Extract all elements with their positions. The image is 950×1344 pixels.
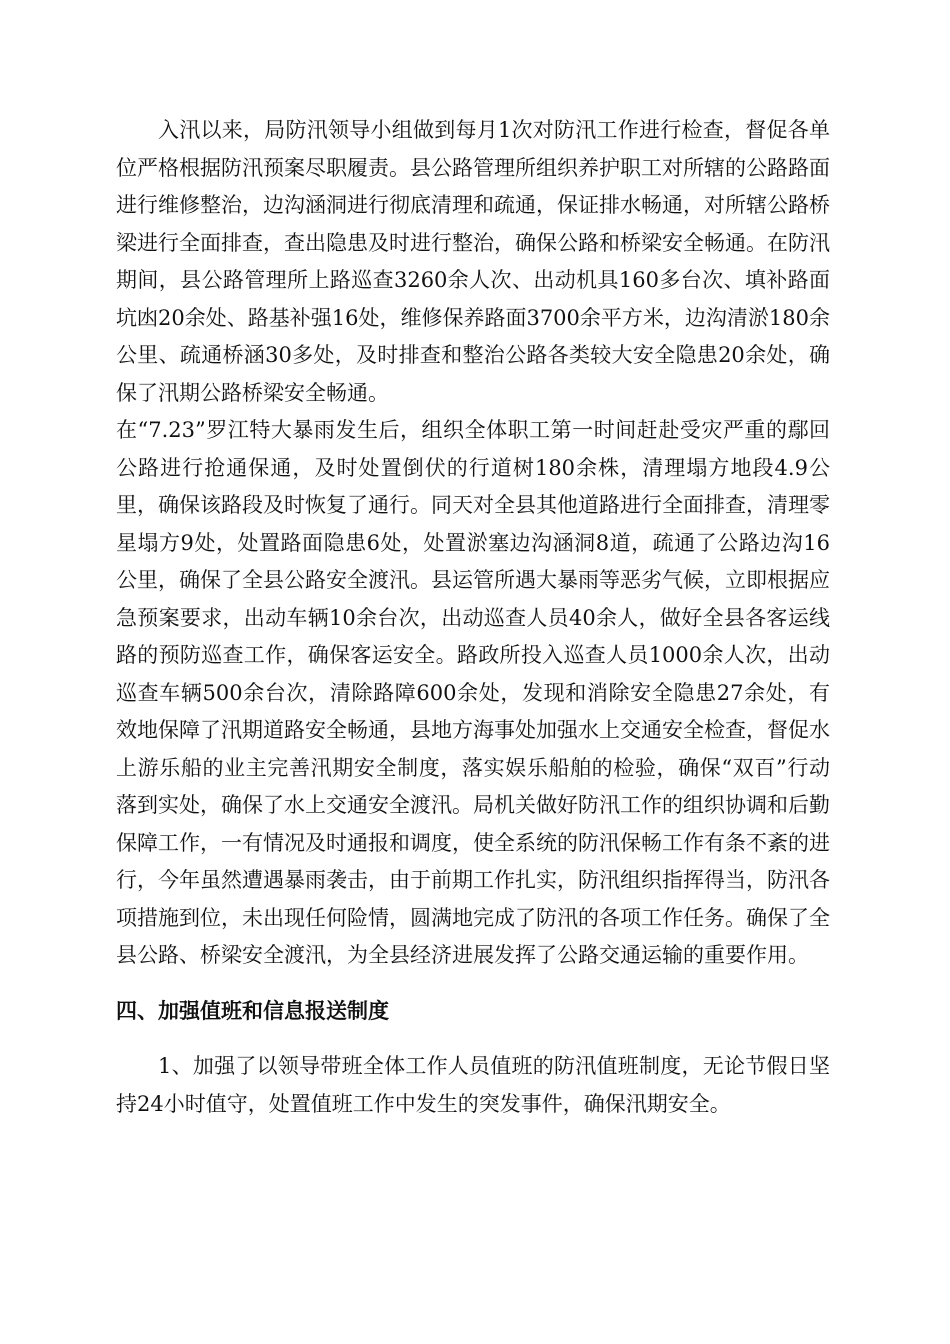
paragraph-storm-response: 在“7.23”罗江特大暴雨发生后，组织全体职工第一时间赶赴受灾严重的鄢回公路进行抢通保通，及时处置倒伏的行道树180余株，清理塌方地段4.9公里，确保该路段及时恢复了通行。同天对全县其他道路进行全面排查，清理零星塌方9处，处置路面隐患6处，处置淤塞边沟涵洞8道，疏通了公路边沟16公里，确保了全县公路安全渡汛。县运管所遇大暴雨等恶劣气候，立即根据应急预案要求，出动车辆10余台次，出动巡查人员40余人，做好全县各客运线路的预防巡查工作，确保客运安全。路政所投入巡查人员1000余人次，出动巡查车辆500余台次，清除路障600余处，发现和消除安全隐患27余处，有效地保障了汛期道路安全畅通，县地方海事处加强水上交通安全检查，督促水上游乐船的业主完善汛期安全制度，落实娱乐船舶的检验，确保“双百”行动落到实处，确保了水上交通安全渡汛。局机关做好防汛工作的组织协调和后勤保障工作，一有情况及时通报和调度，使全系统的防汛保畅工作有条不紊的进行，今年虽然遭遇暴雨袭击，由于前期工作扎实，防汛组织指挥得当，防汛各项措施到位，未出现任何险情，圆满地完成了防汛的各项工作任务。确保了全县公路、桥梁安全渡汛，为全县经济进展发挥了公路交通运输的重要作用。 xyxy=(116,418,830,967)
section-heading: 四、加强值班和信息报送制度 xyxy=(116,998,389,1023)
paragraph-duty-system: 1、加强了以领导带班全体工作人员值班的防汛值班制度，无论节假日坚持24小时值守，处置值班工作中发生的突发事件，确保汛期安全。 xyxy=(116,1054,830,1116)
document-page xyxy=(116,112,830,1123)
paragraph-flood-inspection: 入汛以来，局防汛领导小组做到每月1次对防汛工作进行检查，督促各单位严格根据防汛预案尽职履责。县公路管理所组织养护职工对所辖的公路路面进行维修整治，边沟涵洞进行彻底清理和疏通，保证排水畅通，对所辖公路桥梁进行全面排查，查出隐患及时进行整治，确保公路和桥梁安全畅通。在防汛期间，县公路管理所上路巡查3260余人次、出动机具160多台次、填补路面坑凼20余处、路基补强16处，维修保养路面3700余平方米，边沟清淤180余公里、疏通桥涵30多处，及时排查和整治公路各类较大安全隐患20余处，确保了汛期公路桥梁安全畅通。 xyxy=(116,118,830,405)
